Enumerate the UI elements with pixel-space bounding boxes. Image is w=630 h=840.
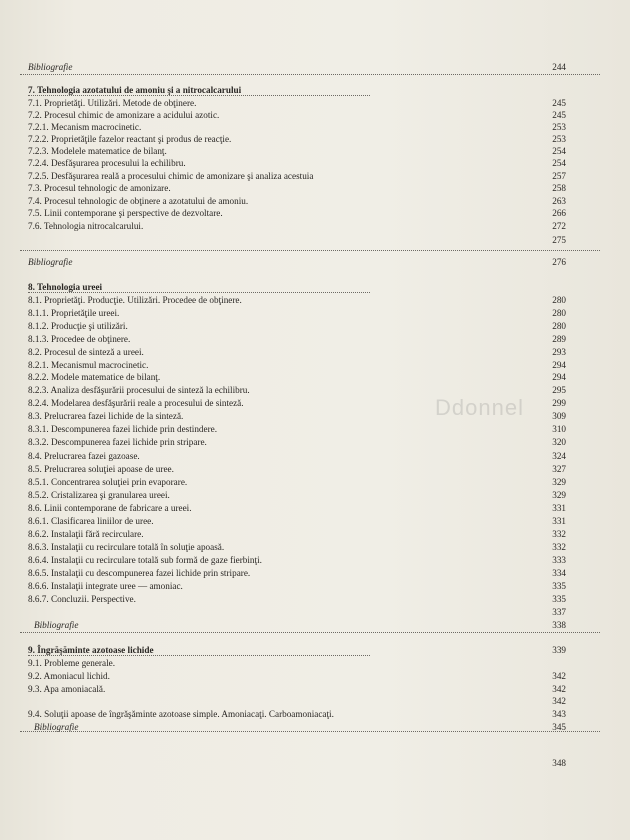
- toc-entry-title: 8.3.1. Descompunerea fazei lichide prin destindere.: [28, 424, 218, 434]
- toc-entry-page: 295: [552, 385, 566, 395]
- toc-entry: [0, 294, 630, 306]
- toc-entry-page: 263: [552, 196, 566, 206]
- toc-entry: [0, 195, 630, 207]
- toc-entry-page: 338: [552, 620, 566, 630]
- toc-entry: [0, 476, 630, 488]
- heading-leader: [28, 655, 370, 657]
- toc-entry-page: 309: [552, 411, 566, 421]
- toc-entry: [0, 157, 630, 169]
- toc-entry-page: 339: [552, 645, 566, 655]
- toc-entry-page: 275: [552, 235, 566, 245]
- dotted-separator: [20, 250, 600, 252]
- toc-entry-page: 335: [552, 581, 566, 591]
- toc-entry-page: 332: [552, 542, 566, 552]
- heading-leader: [28, 292, 370, 294]
- toc-entry: [0, 450, 630, 462]
- toc-entry-title: 8.4. Prelucrarea fazei gazoase.: [28, 451, 140, 461]
- toc-entry-title: 8.2.3. Analiza desfăşurării procesului de sinteză la echilibru.: [28, 385, 250, 395]
- toc-entry-page: 244: [552, 62, 566, 72]
- toc-entry-title: 7.5. Linii contemporane şi perspective de dezvoltare.: [28, 208, 223, 218]
- toc-entry-title: 7.1. Proprietăţi. Utilizări. Metode de obţinere.: [28, 98, 197, 108]
- toc-entry-page: 320: [552, 437, 566, 447]
- toc-entry: [0, 489, 630, 501]
- toc-entry: [0, 207, 630, 219]
- toc-entry-title: 8.2.2. Modele matematice de bilanţ.: [28, 372, 161, 382]
- toc-entry: [0, 109, 630, 121]
- toc-entry-title: 8.6.7. Concluzii. Perspective.: [28, 594, 136, 604]
- toc-entry-title: 7.2. Procesul chimic de amonizare a acidului azotic.: [28, 110, 220, 120]
- toc-entry-title: 8.6.5. Instalaţii cu descompunerea fazei lichide prin stripare.: [28, 568, 251, 578]
- toc-entry: [0, 593, 630, 605]
- toc-entry: [0, 757, 630, 769]
- toc-entry-page: 345: [552, 722, 566, 732]
- toc-entry: [0, 234, 630, 246]
- toc-entry-page: 348: [552, 758, 566, 768]
- toc-entry: [0, 567, 630, 579]
- toc-entry: [0, 61, 630, 73]
- heading-leader: [28, 95, 370, 97]
- toc-entry-title: 7.2.5. Desfăşurarea reală a procesului chimic de amonizare şi analiza acestuia: [28, 171, 314, 181]
- toc-entry-title: 8.1.3. Procedee de obţinere.: [28, 334, 131, 344]
- toc-entry: [0, 410, 630, 422]
- toc-entry-page: 342: [552, 684, 566, 694]
- toc-entry: [0, 170, 630, 182]
- toc-entry-title: 7.6. Tehnologia nitrocalcarului.: [28, 221, 144, 231]
- dotted-separator: [20, 731, 600, 733]
- toc-entry: [0, 683, 630, 695]
- toc-entry-page: 253: [552, 134, 566, 144]
- toc-entry-title: 8.6.1. Clasificarea liniilor de uree.: [28, 516, 154, 526]
- toc-entry-page: 333: [552, 555, 566, 565]
- toc-entry: [0, 256, 630, 268]
- toc-entry-page: 289: [552, 334, 566, 344]
- toc-entry-page: 254: [552, 158, 566, 168]
- toc-entry-page: 245: [552, 110, 566, 120]
- toc-entry-title: 7. Tehnologia azotatului de amoniu şi a nitrocalcarului: [28, 85, 242, 95]
- toc-entry-page: 337: [552, 607, 566, 617]
- toc-entry-page: 266: [552, 208, 566, 218]
- dotted-separator: [20, 632, 600, 634]
- toc-entry-page: 342: [552, 696, 566, 706]
- toc-entry: [0, 502, 630, 514]
- toc-entry-page: 294: [552, 372, 566, 382]
- toc-entry-title: 8.6.3. Instalaţii cu recirculare totală în soluţie apoasă.: [28, 542, 225, 552]
- toc-entry: [0, 182, 630, 194]
- toc-entry-title: 9.4. Soluţii apoase de îngrăşăminte azotoase simple. Amoniacaţi. Carboamoniacaţi.: [28, 709, 334, 719]
- toc-entry-title: 8.5.1. Concentrarea soluţiei prin evaporare.: [28, 477, 188, 487]
- toc-entry: [0, 397, 630, 409]
- toc-entry-page: 293: [552, 347, 566, 357]
- toc-entry-title: 8.1. Proprietăţi. Producţie. Utilizări. Procedee de obţinere.: [28, 295, 242, 305]
- toc-entry-page: 280: [552, 321, 566, 331]
- toc-entry: [0, 670, 630, 682]
- toc-entry-title: 8.2.1. Mecanismul macrocinetic.: [28, 360, 149, 370]
- toc-entry-title: 9.3. Apa amoniacală.: [28, 684, 106, 694]
- toc-entry: [0, 371, 630, 383]
- toc-entry: [0, 121, 630, 133]
- toc-entry: [0, 133, 630, 145]
- toc-entry-page: 335: [552, 594, 566, 604]
- toc-entry-title: 8.5. Prelucrarea soluţiei apoase de uree.: [28, 464, 174, 474]
- toc-entry-page: 331: [552, 516, 566, 526]
- toc-entry: [0, 554, 630, 566]
- toc-entry-title: 8.6.2. Instalaţii fără recirculare.: [28, 529, 144, 539]
- toc-entry-title: 8.1.2. Producţie şi utilizări.: [28, 321, 128, 331]
- toc-entry: [0, 333, 630, 345]
- toc-entry-page: 280: [552, 308, 566, 318]
- toc-entry-title: 8.2.4. Modelarea desfăşurării reale a procesului de sinteză.: [28, 398, 244, 408]
- toc-entry-page: 257: [552, 171, 566, 181]
- toc-entry-title: 9. Îngrăşăminte azotoase lichide: [28, 645, 154, 655]
- toc-entry: [0, 695, 630, 707]
- toc-entry-title: 7.2.4. Desfăşurarea procesului la echilibru.: [28, 158, 186, 168]
- toc-entry-title: 8.3. Prelucrarea fazei lichide de la sinteză.: [28, 411, 184, 421]
- toc-entry-title: 7.3. Procesul tehnologic de amonizare.: [28, 183, 171, 193]
- toc-entry-title: 7.4. Procesul tehnologic de obţinere a azotatului de amoniu.: [28, 196, 249, 206]
- toc-entry-title: 8.2. Procesul de sinteză a ureei.: [28, 347, 144, 357]
- toc-entry-title: 8.6. Linii contemporane de fabricare a ureei.: [28, 503, 192, 513]
- dotted-separator: [20, 74, 600, 76]
- toc-entry-title: 7.2.2. Proprietăţile fazelor reactant şi produs de reacţie.: [28, 134, 232, 144]
- toc-entry: [0, 606, 630, 618]
- toc-entry-title: 9.1. Probleme generale.: [28, 658, 115, 668]
- toc-entry-page: 332: [552, 529, 566, 539]
- toc-entry: [0, 220, 630, 232]
- watermark: Ddonnel: [435, 395, 524, 420]
- toc-entry: [0, 320, 630, 332]
- toc-entry-title: Bibliografie: [34, 722, 79, 732]
- toc-entry: [0, 436, 630, 448]
- toc-entry-page: 343: [552, 709, 566, 719]
- toc-entry-title: 9.2. Amoniacul lichid.: [28, 671, 110, 681]
- toc-entry-title: 8.6.6. Instalaţii integrate uree — amoniac.: [28, 581, 183, 591]
- toc-entry: [0, 145, 630, 157]
- toc-entry: [0, 97, 630, 109]
- toc-entry-page: 329: [552, 477, 566, 487]
- toc-entry: [0, 384, 630, 396]
- toc-entry: [0, 515, 630, 527]
- toc-entry-page: 310: [552, 424, 566, 434]
- toc-entry: [0, 657, 630, 669]
- toc-entry-title: 8.1.1. Proprietăţile ureei.: [28, 308, 120, 318]
- toc-entry-title: 8.3.2. Descompunerea fazei lichide prin stripare.: [28, 437, 207, 447]
- toc-entry-title: 8.6.4. Instalaţii cu recirculare totală sub formă de gaze fierbinţi.: [28, 555, 262, 565]
- toc-entry: [0, 346, 630, 358]
- toc-entry-page: 334: [552, 568, 566, 578]
- toc-entry-page: 329: [552, 490, 566, 500]
- toc-entry-title: 7.2.1. Mecanism macrocinetic.: [28, 122, 142, 132]
- toc-entry-page: 258: [552, 183, 566, 193]
- toc-entry: [0, 528, 630, 540]
- toc-entry-page: 245: [552, 98, 566, 108]
- toc-entry-page: 294: [552, 360, 566, 370]
- toc-entry-title: 7.2.3. Modelele matematice de bilanţ.: [28, 146, 167, 156]
- toc-entry: [0, 307, 630, 319]
- toc-entry-page: 276: [552, 257, 566, 267]
- toc-entry-title: Bibliografie: [28, 257, 73, 267]
- toc-entry-page: 254: [552, 146, 566, 156]
- toc-entry-page: 324: [552, 451, 566, 461]
- toc-entry: [0, 541, 630, 553]
- toc-entry-page: 280: [552, 295, 566, 305]
- toc-entry-page: 342: [552, 671, 566, 681]
- toc-entry: [0, 463, 630, 475]
- toc-entry-page: 327: [552, 464, 566, 474]
- toc-entry: [0, 359, 630, 371]
- toc-entry: [0, 708, 630, 720]
- toc-entry: [0, 580, 630, 592]
- toc-entry-page: 331: [552, 503, 566, 513]
- toc-entry-title: 8.5.2. Cristalizarea şi granularea ureei.: [28, 490, 170, 500]
- toc-entry: [0, 423, 630, 435]
- toc-entry-page: 299: [552, 398, 566, 408]
- toc-entry-page: 272: [552, 221, 566, 231]
- toc-entry-title: Bibliografie: [28, 62, 73, 72]
- toc-entry-title: 8. Tehnologia ureei: [28, 282, 103, 292]
- toc-entry-page: 253: [552, 122, 566, 132]
- toc-entry: [0, 619, 630, 631]
- toc-entry-title: Bibliografie: [34, 620, 79, 630]
